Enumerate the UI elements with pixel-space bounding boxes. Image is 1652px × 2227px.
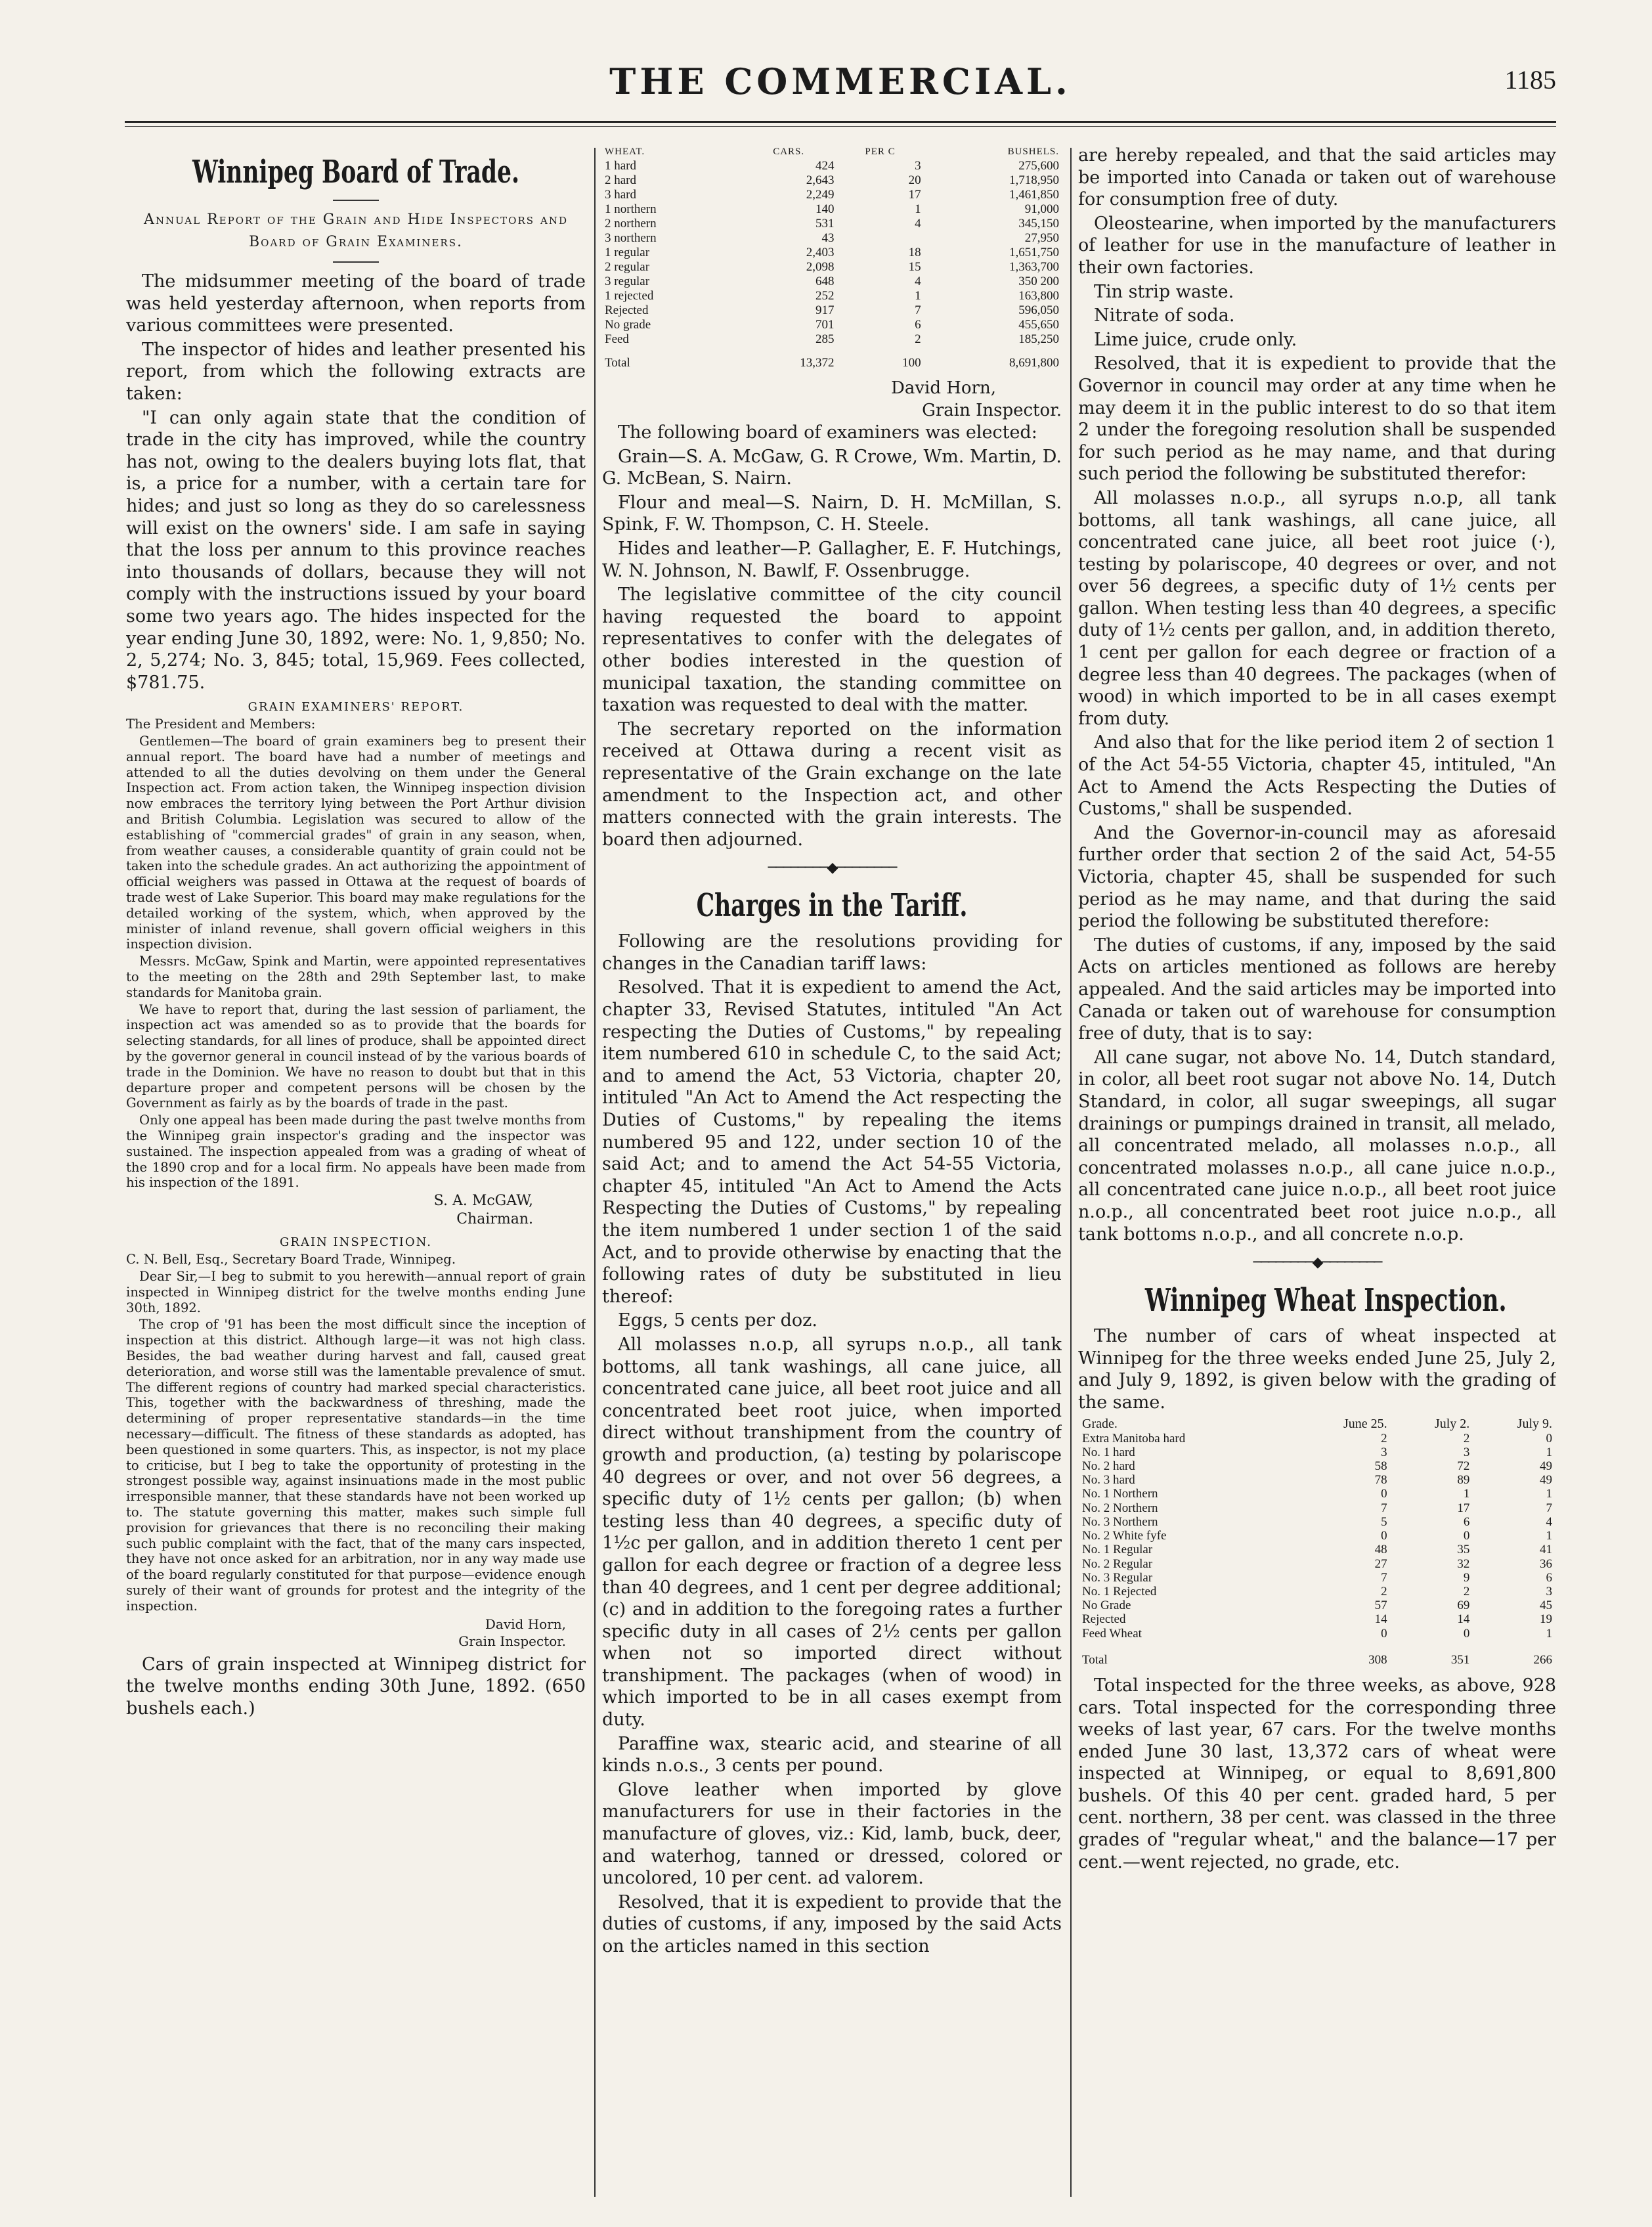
table-row bbox=[1078, 1432, 1556, 1445]
table-cell: Rejected bbox=[605, 303, 649, 317]
table-cell: 351 bbox=[1450, 1652, 1470, 1667]
table-cell: 20 bbox=[908, 173, 921, 187]
table-cell: 1 bbox=[915, 202, 921, 216]
table-row bbox=[602, 275, 1062, 289]
table-cell: 27,950 bbox=[1024, 231, 1059, 245]
table-cell: No Grade bbox=[1082, 1599, 1131, 1613]
paragraph: Eggs, 5 cents per doz. bbox=[618, 1310, 817, 1331]
paragraph: Oleostearine, when imported by the manufacturers of leather for use in the manufacture of leather in their own factories. bbox=[1078, 213, 1556, 278]
paragraph: Nitrate of soda. bbox=[1094, 305, 1235, 326]
title-rule bbox=[333, 200, 379, 201]
table-cell: Rejected bbox=[1082, 1612, 1126, 1627]
table-cell: 1 bbox=[1546, 1529, 1552, 1543]
section-heading-examiners: GRAIN EXAMINERS' REPORT. bbox=[248, 700, 464, 715]
paragraph: The midsummer meeting of the board of trade was held yesterday afternoon, when reports from various committees were presented. bbox=[126, 271, 586, 336]
paragraph: The duties of customs, if any, imposed by the said Acts on articles mentioned as follows are hereby appealed. And the said articles may be imported into Canada or taken out of warehouse for consumption free of duty, that is to say: bbox=[1078, 935, 1556, 1044]
signature-title: Grain Inspector. bbox=[458, 1633, 566, 1649]
table-cell: 2 bbox=[1381, 1584, 1387, 1599]
table-cell: 78 bbox=[1374, 1473, 1387, 1488]
table-cell: No. 2 Regular bbox=[1082, 1556, 1153, 1571]
table-cell: 36 bbox=[1540, 1556, 1552, 1571]
table-row bbox=[1078, 1529, 1556, 1543]
table-cell: 1 bbox=[1546, 1445, 1552, 1459]
column-1 bbox=[126, 144, 586, 2200]
article-title-wheat-inspection: Winnipeg Wheat Inspection. bbox=[1144, 1282, 1507, 1319]
table-cell: 1 bbox=[1463, 1487, 1470, 1501]
table-row bbox=[602, 173, 1062, 188]
table-row bbox=[1078, 1612, 1556, 1626]
paragraph: Hides and leather—P. Gallagher, E. F. Hutchings, W. N. Johnson, N. Bawlf, F. Ossenbrugge. bbox=[602, 538, 1062, 581]
table-row bbox=[1078, 1515, 1556, 1529]
table-header: CARS. bbox=[773, 146, 805, 157]
table-cell: 0 bbox=[1381, 1626, 1387, 1641]
ornamental-rule: ────────◆──────── bbox=[768, 860, 896, 877]
signature-name: David Horn, bbox=[485, 1616, 566, 1632]
masthead bbox=[125, 60, 1556, 139]
table-cell: 3 bbox=[1381, 1445, 1387, 1459]
table-cell: 345,150 bbox=[1018, 217, 1059, 231]
signature-name: David Horn, bbox=[890, 378, 996, 398]
table-cell: 58 bbox=[1374, 1459, 1387, 1474]
article-title-tariff: Charges in the Tariff. bbox=[696, 887, 968, 925]
article-subhead: Annual Report of the Grain and Hide Inspectors and Board of Grain Examiners. bbox=[143, 211, 569, 250]
table-row bbox=[602, 188, 1062, 202]
table-cell: 4 bbox=[915, 275, 921, 288]
table-cell: 308 bbox=[1368, 1652, 1387, 1667]
table-cell: 0 bbox=[1381, 1529, 1387, 1543]
paragraph: The number of cars of wheat inspected at Winnipeg for the three weeks ended June 25, July 2, and July 9, 1892, is given below with the grading of the same. bbox=[1078, 1326, 1556, 1413]
table-cell: 252 bbox=[815, 289, 835, 303]
table-cell: 1 bbox=[1546, 1626, 1552, 1641]
masthead-rule-thin bbox=[125, 126, 1556, 127]
table-row bbox=[602, 303, 1062, 318]
paragraph: Resolved. That it is expedient to amend the Act, chapter 33, Revised Statutes, intituled "An Act respecting the Duties of Customs," by repealing item numbered 610 in schedule C, to the said Act; and to amend the Act, 53 Victoria, chapter 20, intituled "An Act to Amend the Act respecting the Duties of Customs," by repealing the items numbered 95 and 122, under section 10 of the said Act; and to amend the Act 54-55 Victoria, chapter 45, intituled "An Act to Amend the Acts Respecting the Duties of Customs," by repealing the item numbered 1 under section 1 of the said Act, and to provide otherwise by enacting that the following rates of duty be substituted in lieu thereof: bbox=[602, 977, 1062, 1307]
table-cell: 7 bbox=[915, 303, 921, 317]
table-cell: 2,098 bbox=[806, 260, 835, 274]
table-cell: Extra Manitoba hard bbox=[1082, 1431, 1186, 1445]
table-cell: 7 bbox=[1381, 1570, 1387, 1585]
table-row bbox=[602, 260, 1062, 275]
paragraph: All molasses n.o.p, all syrups n.o.p., all tank bottoms, all tank washings, all cane juice, all concentrated cane juice, all beet root juice and all concentrated beet root juice, when imported direct without transhipment from the country of growth and production, (a) testing by polariscope 40 degrees or over, and not over 56 degrees, a specific duty of 1½ cents per gallon; (b) when testing less than 40 degrees, a specific duty of 1½c per gallon, and in addition thereto 1 cent per gallon for each degree or fraction of a degree less than 40 degrees, and 1 cent per degree additional; (c) and in addition to the foregoing rates a further specific duty in all cases of 2½ cents per gallon when not so imported direct without transhipment. The packages (when of wood) in which imported to be in all cases exempt from duty. bbox=[602, 1334, 1062, 1731]
table-cell: 91,000 bbox=[1024, 202, 1059, 216]
paragraph: All molasses n.o.p., all syrups n.o.p, all tank bottoms, all tank washings, all cane juice, all concentrated cane juice, all beet root juice (·), testing by polariscope, 40 degrees or over, and not over 56 degrees, a specific duty of 1½ cents per gallon. When testing less than 40 degrees, a specific duty of 1½ cents per gallon, and, in addition thereto, 1 cent per gallon for each degree or fraction of a degree less than 40 degrees. The packages (when of wood) in which imported to be in all cases exempt from duty. bbox=[1078, 487, 1556, 729]
table-cell: 1 rejected bbox=[605, 289, 654, 303]
table-cell: 2 regular bbox=[605, 260, 650, 274]
table-cell: 7 bbox=[1546, 1501, 1552, 1515]
table-cell: 2 bbox=[1381, 1431, 1387, 1445]
table-row bbox=[1078, 1599, 1556, 1612]
table-cell: 1 regular bbox=[605, 246, 650, 259]
table-total-row bbox=[1078, 1641, 1556, 1667]
table-cell: 15 bbox=[908, 260, 921, 274]
table-cell: 1,718,950 bbox=[1009, 173, 1059, 187]
table-row bbox=[602, 231, 1062, 246]
table-row bbox=[1078, 1557, 1556, 1571]
table-cell bbox=[837, 231, 923, 246]
table-cell: 596,050 bbox=[1018, 303, 1059, 317]
paragraph: Resolved, that it is expedient to provide that the duties of customs, if any, imposed by the said Acts on the articles named in this section bbox=[602, 1891, 1062, 1956]
table-header: July 9. bbox=[1517, 1417, 1552, 1432]
paragraph: Flour and meal—S. Nairn, D. H. McMillan, S. Spink, F. W. Thompson, C. H. Steele. bbox=[602, 492, 1062, 535]
table-cell: 41 bbox=[1540, 1543, 1552, 1557]
table-cell: 100 bbox=[902, 356, 921, 370]
table-cell: 163,800 bbox=[1018, 289, 1059, 303]
table-cell: No. 1 Northern bbox=[1082, 1487, 1158, 1501]
column-2 bbox=[602, 144, 1062, 2200]
table-cell: 19 bbox=[1540, 1612, 1552, 1627]
paragraph: Paraffine wax, stearic acid, and stearine of all kinds n.o.s., 3 cents per pound. bbox=[602, 1733, 1062, 1776]
table-cell: 0 bbox=[1381, 1487, 1387, 1501]
table-cell: No. 2 Northern bbox=[1082, 1501, 1158, 1515]
paragraph: Lime juice, crude only. bbox=[1094, 329, 1297, 350]
table-header: BUSHELS. bbox=[1007, 146, 1059, 157]
table-cell: 14 bbox=[1374, 1612, 1387, 1627]
table-cell: 69 bbox=[1457, 1599, 1470, 1613]
table-cell: 1 northern bbox=[605, 202, 657, 216]
table-row bbox=[1078, 1571, 1556, 1585]
table-cell: No. 2 hard bbox=[1082, 1459, 1135, 1474]
table-cell: 185,250 bbox=[1018, 332, 1059, 346]
table-header: WHEAT. bbox=[605, 146, 645, 157]
small-paragraph: Only one appeal has been made during the past twelve months from the Winnipeg grain inspector's grading and the inspector was sustained. The inspection appealed from was a grading of wheat of the 1890 crop and for a local firm. No appeals have been made from his inspection of the 1891. bbox=[126, 1113, 586, 1191]
table-cell: 9 bbox=[1463, 1570, 1470, 1585]
table-cell: 48 bbox=[1374, 1543, 1387, 1557]
table-cell: No. 3 Northern bbox=[1082, 1514, 1158, 1529]
table-header-row bbox=[602, 144, 1062, 159]
table-cell: 5 bbox=[1381, 1514, 1387, 1529]
table-cell: Feed Wheat bbox=[1082, 1626, 1142, 1641]
table-cell: No. 1 Regular bbox=[1082, 1543, 1153, 1557]
table-header-row bbox=[1078, 1417, 1556, 1431]
table-cell: 648 bbox=[815, 275, 835, 288]
table-cell: 3 bbox=[915, 159, 921, 173]
small-paragraph: We have to report that, during the last session of parliament, the inspection act was amended so as to provide that the boards for selecting standards, for all lines of produce, shall be appointed direct by the governor general in council instead of by the various boards of trade in the Dominion. We have no reason to doubt but that in this departure proper and competent persons will be chosen by the Government as fairly as by the boards of trade in the past. bbox=[126, 1002, 586, 1111]
table-cell: 0 bbox=[1463, 1529, 1470, 1543]
table-row bbox=[602, 289, 1062, 303]
table-header: July 2. bbox=[1434, 1417, 1470, 1432]
signature-name: S. A. McGAW, bbox=[433, 1193, 533, 1210]
table-cell: 18 bbox=[908, 246, 921, 259]
table-cell: 7 bbox=[1381, 1501, 1387, 1515]
table-cell: 32 bbox=[1457, 1556, 1470, 1571]
table-cell: 3 bbox=[1463, 1445, 1470, 1459]
signature-title: Grain Inspector. bbox=[922, 401, 1062, 420]
table-cell: Total bbox=[1082, 1652, 1108, 1667]
section-heading-inspection: GRAIN INSPECTION. bbox=[280, 1235, 432, 1250]
paragraph: "I can only again state that the condition of trade in the city has improved, while the country has not, owing to the dealers buying lots flat, that is, a price for a number, with a certain tare for hides; and just so long as they do so carelessness will exist on the owners' side. I am safe in saying that the loss per annum to this province reaches into thousands of dollars, because they will not comply with the instructions issued by your board some two years ago. The hides inspected for the year ending June 30, 1892, were: No. 1, 9,850; No. 2, 5,274; No. 3, 845; total, 15,969. Fees collected, $781.75. bbox=[126, 407, 586, 693]
table-cell: 1 hard bbox=[605, 159, 637, 173]
table-cell: 350 200 bbox=[1018, 275, 1059, 288]
table-cell: Feed bbox=[605, 332, 629, 346]
table-cell: 3 regular bbox=[605, 275, 650, 288]
table-row bbox=[1078, 1445, 1556, 1459]
table-cell: 4 bbox=[1546, 1514, 1552, 1529]
table-cell: 266 bbox=[1533, 1652, 1552, 1667]
table-cell: 2 bbox=[1463, 1431, 1470, 1445]
table-row bbox=[602, 332, 1062, 347]
table-cell: 1,363,700 bbox=[1009, 260, 1059, 274]
table-total-row bbox=[602, 347, 1062, 370]
table-header: PER C bbox=[865, 146, 896, 157]
paragraph: And also that for the like period item 2 of section 1 of the Act 54-55 Victoria, chapter 45, intituled, "An Act to Amend the Acts Respecting the Duties of Customs," shall be suspended. bbox=[1078, 732, 1556, 820]
column-divider bbox=[594, 148, 596, 2197]
paragraph: The following board of examiners was elected: bbox=[618, 422, 1037, 443]
small-paragraph: Dear Sir,—I beg to submit to you herewith—annual report of grain inspected in Winnipeg district for the twelve months ending June 30th, 1892. bbox=[126, 1268, 586, 1315]
paragraph: Glove leather when imported by glove manufacturers for use in their factories in the manufacture of gloves, viz.: Kid, lamb, buck, deer, and waterhog, tanned or dressed, colored or uncolored, 10 per cent. ad valorem. bbox=[602, 1779, 1062, 1889]
paragraph: Tin strip waste. bbox=[1094, 281, 1234, 302]
table-cell: No. 3 hard bbox=[1082, 1473, 1135, 1488]
table-cell: 35 bbox=[1457, 1543, 1470, 1557]
table-row bbox=[602, 318, 1062, 332]
table-row bbox=[1078, 1627, 1556, 1641]
table-cell: 27 bbox=[1374, 1556, 1387, 1571]
table-cell: No. 3 Regular bbox=[1082, 1570, 1153, 1585]
paragraph: Grain—S. A. McGaw, G. R Crowe, Wm. Martin, D. G. McBean, S. Nairn. bbox=[602, 446, 1062, 489]
table-cell: 43 bbox=[821, 231, 835, 245]
table-cell: 1 bbox=[1546, 1487, 1552, 1501]
subhead-rule bbox=[333, 261, 379, 263]
ornamental-rule: ────────◆──────── bbox=[1253, 1254, 1381, 1271]
paragraph: are hereby repealed, and that the said articles may be imported into Canada or taken out of warehouse for consumption free of duty. bbox=[1078, 145, 1556, 210]
table-cell: 2,643 bbox=[806, 173, 835, 187]
table-cell: 45 bbox=[1540, 1599, 1552, 1613]
paragraph: The legislative committee of the city council having requested the board to appoint representatives to confer with the delegates of other bodies interested in the question of municipal taxation, the standing committee on taxation was requested to deal with the matter. bbox=[602, 584, 1062, 716]
table-cell: 1,461,850 bbox=[1009, 188, 1059, 202]
table-row bbox=[1078, 1585, 1556, 1599]
table-cell: 285 bbox=[815, 332, 835, 346]
table-cell: 49 bbox=[1540, 1473, 1552, 1488]
table-row bbox=[1078, 1459, 1556, 1473]
table-cell: 424 bbox=[815, 159, 835, 173]
table-row bbox=[1078, 1543, 1556, 1556]
table-row bbox=[602, 217, 1062, 231]
column-3 bbox=[1078, 144, 1556, 2200]
cars-table bbox=[602, 144, 1062, 370]
paragraph: The secretary reported on the information received at Ottawa during a recent visit as representative of the Grain exchange on the late amendment to the Inspection act, and other matters connected with the grain interests. The board then adjourned. bbox=[602, 718, 1062, 850]
table-cell: No. 1 hard bbox=[1082, 1445, 1135, 1459]
table-cell: 6 bbox=[1546, 1570, 1552, 1585]
table-cell: 917 bbox=[815, 303, 835, 317]
table-cell: 0 bbox=[1463, 1626, 1470, 1641]
table-cell: 3 hard bbox=[605, 188, 637, 202]
masthead-title: THE COMMERCIAL. bbox=[609, 60, 1072, 102]
table-cell: 455,650 bbox=[1018, 318, 1059, 332]
table-row bbox=[602, 246, 1062, 260]
table-cell: 3 northern bbox=[605, 231, 657, 245]
table-cell: No. 2 White fyfe bbox=[1082, 1529, 1167, 1543]
masthead-rule bbox=[125, 121, 1556, 123]
table-cell: 2 hard bbox=[605, 173, 637, 187]
address-line: C. N. Bell, Esq., Secretary Board Trade, Winnipeg. bbox=[126, 1252, 456, 1268]
table-cell: 2 bbox=[1463, 1584, 1470, 1599]
signature-title: Chairman. bbox=[456, 1211, 533, 1228]
table-row bbox=[602, 159, 1062, 173]
table-cell: 1,651,750 bbox=[1009, 246, 1059, 259]
table-cell: 0 bbox=[1546, 1431, 1552, 1445]
paragraph: Resolved, that it is expedient to provide that the Governor in council may order at any time when he may deem it in the public interest to do so that item 2 under the foregoing resolution shall be suspended for such period as he may name, and that during such period the following be substituted therefor: bbox=[1078, 353, 1556, 485]
paragraph: Total inspected for the three weeks, as above, 928 cars. Total inspected for the corresponding three weeks of last year, 67 cars. For the twelve months ended June 30 last, 13,372 cars of wheat were inspected at Winnipeg, or equal to 8,691,800 bushels. Of this 40 per cent. graded hard, 5 per cent. northern, 38 per cent. was classed in the three grades of "regular wheat," and the balance—17 per cent.—went rejected, no grade, etc. bbox=[1078, 1675, 1556, 1872]
table-row bbox=[602, 202, 1062, 217]
table-cell: 4 bbox=[915, 217, 921, 231]
table-cell: 531 bbox=[815, 217, 835, 231]
paragraph: All cane sugar, not above No. 14, Dutch standard, in color, all beet root sugar not above No. 14, Dutch Standard, in color, all sugar sweepings, all sugar drainings or pumpings drained in transit, all melado, all concentrated melado, all molasses n.o.p., all concentrated molasses n.o.p., all cane juice n.o.p., all concentrated cane juice n.o.p., all beet root juice n.o.p., all concentrated beet root juice n.o.p., all tank bottoms n.o.p., and all concrete n.o.p. bbox=[1078, 1047, 1556, 1245]
table-cell: 2,403 bbox=[806, 246, 835, 259]
table-cell: 72 bbox=[1457, 1459, 1470, 1474]
table-header: Grade. bbox=[1082, 1417, 1118, 1432]
salutation: The President and Members: bbox=[126, 717, 316, 732]
table-cell: No grade bbox=[605, 318, 651, 332]
table-cell: 3 bbox=[1546, 1584, 1552, 1599]
table-cell: 6 bbox=[1463, 1514, 1470, 1529]
table-cell: Total bbox=[605, 356, 630, 370]
table-cell: 1 bbox=[915, 289, 921, 303]
table-cell: 2 northern bbox=[605, 217, 657, 231]
small-paragraph: Messrs. McGaw, Spink and Martin, were appointed representatives to the meeting on the 28th and 29th September last, to make standards for Manitoba grain. bbox=[126, 954, 586, 1000]
table-row bbox=[1078, 1501, 1556, 1515]
table-row bbox=[1078, 1473, 1556, 1487]
paragraph: And the Governor-in-council may as aforesaid further order that section 2 of the said Act, 54-55 Victoria, chapter 45, shall be suspended for such period as he may name, and that during the said period the following be substituted therefore: bbox=[1078, 822, 1556, 932]
table-cell: 57 bbox=[1374, 1599, 1387, 1613]
paragraph: The inspector of hides and leather presented his report, from which the following extracts are taken: bbox=[126, 339, 586, 404]
article-title-board-of-trade: Winnipeg Board of Trade. bbox=[192, 154, 520, 190]
table-row bbox=[1078, 1487, 1556, 1501]
table-cell: 6 bbox=[915, 318, 921, 332]
column-divider bbox=[1070, 148, 1072, 2197]
table-cell: 17 bbox=[1457, 1501, 1470, 1515]
table-cell: 275,600 bbox=[1018, 159, 1059, 173]
table-cell: 13,372 bbox=[800, 356, 835, 370]
table-cell: 14 bbox=[1457, 1612, 1470, 1627]
table-cell: 140 bbox=[815, 202, 835, 216]
table-cell: 89 bbox=[1457, 1473, 1470, 1488]
table-header: June 25. bbox=[1343, 1417, 1387, 1432]
table-cell: 2,249 bbox=[806, 188, 835, 202]
small-paragraph: The crop of '91 has been the most difficult since the inception of inspection at this district. Although large—it was not high class. Besides, the bad weather during harvest and fall, caused great deterioration, and worse still was the lamentable prevalence of smut. The different regions of country had marked special characteristics. This, together with the backwardness of threshing, made the determining of proper representative standards—in the time necessary—difficult. The fitness of these standards as adopted, has been questioned in some quarters. This, as inspector, is not my place to criticise, but I beg to take the opportunity of protesting in the strongest possible way, against insinuations made in the most public irresponsible manner, that these standards have not been worked up to. The statute governing this matter, makes such simple full provision for grievances that there is no reconciling their making such public complaint with the fact, that of the many cars inspected, they have not once asked for an arbitration, nor in any way made use of the board regularly constituted for that purpose—evidence enough surely of their want of grounds for protest and the integrity of the inspection. bbox=[126, 1317, 586, 1614]
paragraph: Following are the resolutions providing for changes in the Canadian tariff laws: bbox=[602, 931, 1062, 974]
small-paragraph: Gentlemen—The board of grain examiners beg to present their annual report. The board have had a number of meetings and attended to all the duties devolving on them under the General Inspection act. From action taken, the Winnipeg inspection division now embraces the territory lying between the Port Arthur division and British Columbia. Legislation was secured to allow of the establishing of "commercial grades" of grain in any season, when, from weather causes, a considerable quantity of grain could not be taken into the schedule grades. An act authorizing the appointment of official weighers was passed in Ottawa at the request of boards of trade west of Lake Superior. This board may make regulations for the detailed working of the system, which, when approved by the minister of inland revenue, shall govern official weighers in this inspection division. bbox=[126, 734, 586, 952]
page-number: 1185 bbox=[1504, 65, 1556, 95]
paragraph: Cars of grain inspected at Winnipeg district for the twelve months ending 30th June, 1892. (650 bushels each.) bbox=[126, 1654, 586, 1719]
wheat-inspection-table bbox=[1078, 1417, 1556, 1666]
table-cell: No. 1 Rejected bbox=[1082, 1584, 1157, 1599]
table-cell: 17 bbox=[908, 188, 921, 202]
table-cell: 2 bbox=[915, 332, 921, 346]
table-cell: 49 bbox=[1540, 1459, 1552, 1474]
table-cell: 8,691,800 bbox=[1009, 356, 1059, 370]
table-cell: 701 bbox=[815, 318, 835, 332]
